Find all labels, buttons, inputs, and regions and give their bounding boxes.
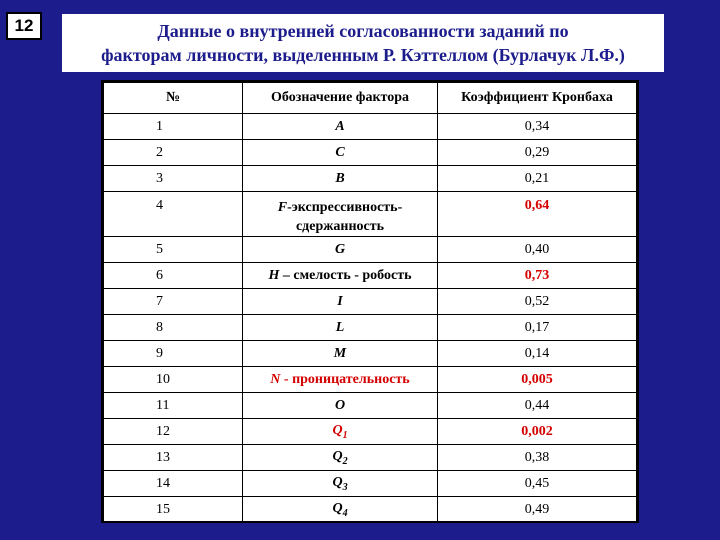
row-factor — [243, 341, 438, 367]
factor-letter: F — [277, 200, 288, 215]
row-coefficient: 0,34 — [438, 114, 637, 140]
table-row — [104, 445, 637, 471]
factor-letter: Q — [332, 474, 343, 490]
row-number: 4 — [104, 192, 243, 237]
factor-letter: H — [268, 267, 280, 283]
row-number: 15 — [104, 497, 243, 523]
row-factor — [243, 237, 438, 263]
row-coefficient: 0,45 — [438, 471, 637, 497]
row-coefficient: 0,17 — [438, 315, 637, 341]
row-factor — [243, 445, 438, 471]
table-row — [104, 315, 637, 341]
row-coefficient: 0,40 — [438, 237, 637, 263]
row-factor — [243, 367, 438, 393]
header-coefficient: Коэффициент Кронбаха — [438, 83, 637, 114]
table-row — [104, 263, 637, 289]
factor-letter: Q — [332, 500, 343, 516]
factor-letter: I — [337, 293, 343, 309]
table-row — [104, 114, 637, 140]
row-coefficient: 0,21 — [438, 166, 637, 192]
table-row — [104, 393, 637, 419]
row-number: 13 — [104, 445, 243, 471]
factor-description: -экспрессивность- — [287, 200, 403, 215]
header-number: № — [104, 83, 243, 114]
row-coefficient: 0,52 — [438, 289, 637, 315]
row-number: 5 — [104, 237, 243, 263]
table-row — [104, 419, 637, 445]
row-number: 11 — [104, 393, 243, 419]
row-number: 10 — [104, 367, 243, 393]
factor-letter: L — [335, 319, 345, 335]
row-number: 12 — [104, 419, 243, 445]
factor-letter: N — [270, 371, 281, 387]
factor-subscript: 4 — [342, 507, 348, 519]
row-factor — [243, 263, 438, 289]
factor-subscript: 2 — [342, 455, 348, 467]
row-coefficient: 0,005 — [438, 367, 637, 393]
table-row — [104, 341, 637, 367]
title-line-1: Данные о внутренней согласованности заданий по — [157, 21, 569, 41]
row-coefficient: 0,002 — [438, 419, 637, 445]
factor-letter: G — [334, 241, 346, 257]
factor-letter: C — [335, 144, 345, 160]
row-number: 6 — [104, 263, 243, 289]
row-number: 14 — [104, 471, 243, 497]
factor-subscript: 1 — [342, 429, 348, 441]
row-coefficient: 0,38 — [438, 445, 637, 471]
factor-letter: O — [334, 397, 346, 413]
table-row — [104, 192, 637, 237]
slide-number: 12 — [6, 12, 42, 40]
row-coefficient: 0,73 — [438, 263, 637, 289]
factor-letter: Q — [332, 422, 343, 438]
row-factor — [243, 471, 438, 497]
table-row — [104, 166, 637, 192]
row-coefficient: 0,29 — [438, 140, 637, 166]
factor-description: - проницательность — [280, 371, 410, 387]
row-factor — [243, 497, 438, 523]
factor-description-line-2: сдержанность — [295, 219, 385, 234]
factor-letter: M — [333, 345, 347, 361]
row-factor — [243, 114, 438, 140]
row-factor — [243, 419, 438, 445]
factor-letter: Q — [332, 448, 343, 464]
data-table-container — [101, 80, 639, 523]
table-row — [104, 367, 637, 393]
table-row — [104, 497, 637, 523]
row-number: 3 — [104, 166, 243, 192]
row-factor — [243, 192, 438, 237]
row-coefficient: 0,44 — [438, 393, 637, 419]
row-factor — [243, 289, 438, 315]
row-factor — [243, 315, 438, 341]
table-row — [104, 237, 637, 263]
title-box — [62, 14, 664, 72]
row-factor — [243, 140, 438, 166]
row-factor — [243, 393, 438, 419]
factor-letter: B — [335, 170, 345, 186]
row-coefficient: 0,14 — [438, 341, 637, 367]
row-factor — [243, 166, 438, 192]
row-number: 9 — [104, 341, 243, 367]
header-factor: Обозначение фактора — [243, 83, 438, 114]
table-row — [104, 140, 637, 166]
table-header-row — [104, 83, 637, 114]
row-number: 2 — [104, 140, 243, 166]
factor-letter: A — [335, 118, 345, 134]
row-number: 8 — [104, 315, 243, 341]
table-row — [104, 471, 637, 497]
row-number: 1 — [104, 114, 243, 140]
table-row — [104, 289, 637, 315]
factor-subscript: 3 — [342, 481, 348, 493]
row-number: 7 — [104, 289, 243, 315]
factor-description: – смелость - робость — [279, 267, 412, 283]
title-line-2: факторам личности, выделенным Р. Кэттеллом (Бурлачук Л.Ф.) — [101, 45, 625, 65]
row-coefficient: 0,64 — [438, 192, 637, 237]
data-table — [103, 82, 637, 523]
row-coefficient: 0,49 — [438, 497, 637, 523]
